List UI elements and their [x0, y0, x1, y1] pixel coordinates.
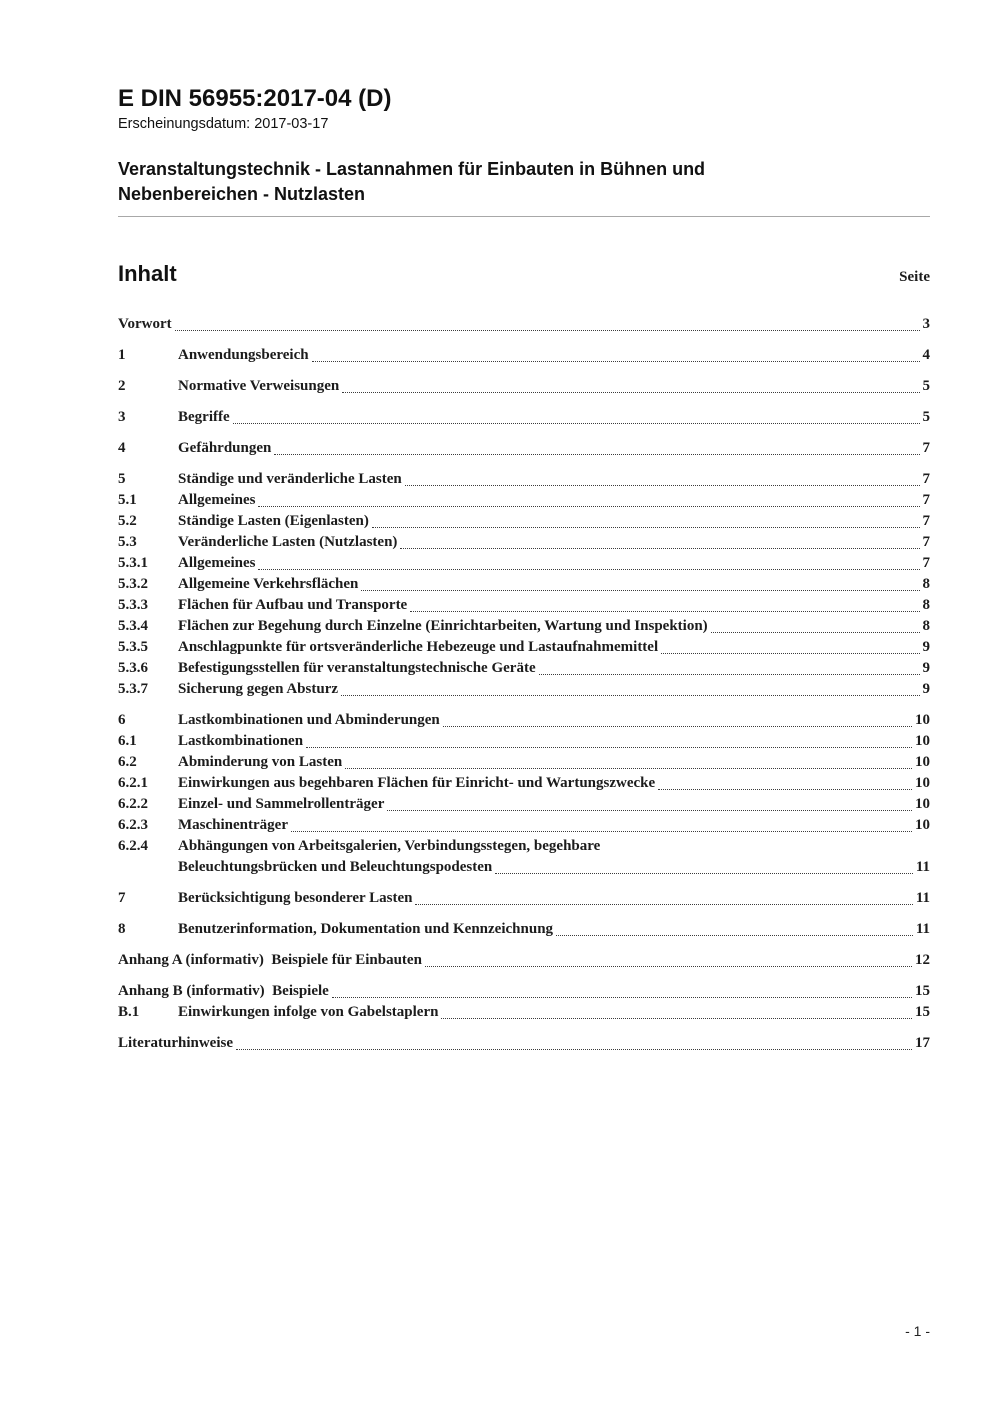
toc-leader-dots — [425, 966, 912, 967]
toc-leader-dots — [332, 997, 912, 998]
toc-entry-label: Flächen für Aufbau und Transporte — [178, 597, 408, 614]
toc-entry-number: 5.3.6 — [118, 660, 148, 677]
toc-entry-number: 5.3.1 — [118, 555, 148, 572]
toc-entry — [118, 490, 930, 511]
toc-entry-page: 3 — [922, 316, 930, 333]
toc-entry-number: 6.2.4 — [118, 838, 148, 855]
toc-entry-page: 7 — [922, 534, 930, 551]
toc-group — [118, 438, 930, 459]
toc-leader-dots — [556, 935, 913, 936]
toc-leader-dots — [258, 569, 919, 570]
toc-entry-number: 1 — [118, 347, 126, 364]
toc-entry-page: 5 — [922, 378, 930, 395]
toc-group — [118, 345, 930, 366]
page-column-label: Seite — [899, 269, 930, 286]
toc-entry — [118, 553, 930, 574]
toc-entry-number: 5.3.4 — [118, 618, 148, 635]
toc-entry-label: Einzel- und Sammelrollenträger — [178, 796, 385, 813]
release-date: Erscheinungsdatum: 2017-03-17 — [118, 116, 329, 133]
toc-entry — [118, 1002, 930, 1023]
toc-entry — [118, 532, 930, 553]
toc-leader-dots — [400, 548, 919, 549]
toc-entry-label: Ständige Lasten (Eigenlasten) — [178, 513, 369, 530]
toc-entry-page: 10 — [915, 754, 930, 771]
toc-leader-dots — [372, 527, 920, 528]
toc-entry-label: Anhang B (informativ) Beispiele — [118, 983, 329, 1000]
toc-entry-number: 6.2.2 — [118, 796, 148, 813]
toc-leader-dots — [291, 831, 912, 832]
toc-entry-number: 6 — [118, 712, 126, 729]
toc-entry-page: 8 — [922, 618, 930, 635]
toc-entry-number: 5.1 — [118, 492, 137, 509]
toc-leader-dots — [387, 810, 912, 811]
toc-leader-dots — [175, 330, 920, 331]
toc-entry — [118, 637, 930, 658]
toc-entry-label: Anschlagpunkte für ortsveränderliche Hebezeuge und Lastaufnahmemittel — [178, 639, 659, 656]
toc-leader-dots — [495, 873, 913, 874]
toc-entry-page: 10 — [915, 796, 930, 813]
toc-entry-page: 9 — [922, 681, 930, 698]
toc-entry — [118, 438, 930, 459]
toc-entry-label: Maschinenträger — [178, 817, 288, 834]
toc-entry-page: 15 — [915, 1004, 930, 1021]
toc-entry-label: Allgemeine Verkehrsflächen — [178, 576, 359, 593]
toc-group — [118, 1033, 930, 1054]
toc-entry — [118, 407, 930, 428]
toc-entry-page: 7 — [922, 492, 930, 509]
toc-entry-number: 2 — [118, 378, 126, 395]
toc-entry-page: 11 — [915, 921, 930, 938]
toc-entry-page: 10 — [915, 775, 930, 792]
toc-group — [118, 888, 930, 909]
toc-leader-dots — [410, 611, 919, 612]
toc-entry — [118, 710, 930, 731]
toc-entry-number: 5.3.2 — [118, 576, 148, 593]
toc-entry — [118, 469, 930, 490]
toc-entry-page: 7 — [922, 471, 930, 488]
toc-group — [118, 710, 930, 878]
toc-entry-number: B.1 — [118, 1004, 140, 1021]
toc-leader-dots — [711, 632, 920, 633]
toc-group — [118, 469, 930, 700]
toc-leader-dots — [258, 506, 919, 507]
toc-entry — [118, 815, 930, 836]
toc-entry-label: Befestigungsstellen für veranstaltungstechnische Geräte — [178, 660, 536, 677]
toc-entry-label: Vorwort — [118, 316, 172, 333]
page-number-footer: - 1 - — [905, 1323, 930, 1339]
toc-entry — [118, 376, 930, 397]
toc-leader-dots — [661, 653, 919, 654]
toc-entry-label: Beleuchtungsbrücken und Beleuchtungspodesten — [178, 859, 493, 876]
toc-entry — [118, 731, 930, 752]
toc-group — [118, 950, 930, 971]
toc-group — [118, 314, 930, 335]
toc-entry-label: Ständige und veränderliche Lasten — [178, 471, 402, 488]
toc-entry-number: 5.3.7 — [118, 681, 148, 698]
toc-heading: Inhalt — [118, 261, 177, 287]
toc-entry-page: 7 — [922, 555, 930, 572]
toc-entry-page: 8 — [922, 597, 930, 614]
toc-entry-page: 11 — [915, 890, 930, 907]
toc-entry-number: 7 — [118, 890, 126, 907]
toc-entry-label: Einwirkungen aus begehbaren Flächen für Einricht- und Wartungszwecke — [178, 775, 656, 792]
toc-leader-dots — [233, 423, 920, 424]
toc-entry-label: Einwirkungen infolge von Gabelstaplern — [178, 1004, 439, 1021]
toc-entry — [118, 658, 930, 679]
toc-entry-number: 6.2.1 — [118, 775, 148, 792]
doc-title — [118, 157, 930, 217]
doc-title-line-1: Veranstaltungstechnik - Lastannahmen für Einbauten in Bühnen und — [118, 159, 706, 180]
toc-entry-label: Anwendungsbereich — [178, 347, 309, 364]
toc-entry-page: 8 — [922, 576, 930, 593]
toc-entry-number: 6.2 — [118, 754, 137, 771]
toc-entry-label: Abminderung von Lasten — [178, 754, 343, 771]
toc-entry — [118, 752, 930, 773]
toc-group — [118, 981, 930, 1023]
toc-entry-label: Begriffe — [178, 409, 230, 426]
toc-entry-label: Allgemeines — [178, 492, 256, 509]
toc-entry — [118, 950, 930, 971]
toc-entry-page: 9 — [922, 639, 930, 656]
toc-entry — [118, 836, 930, 857]
toc-leader-dots — [361, 590, 919, 591]
toc-group — [118, 407, 930, 428]
toc-group — [118, 376, 930, 397]
toc-leader-dots — [441, 1018, 912, 1019]
toc-entry — [118, 981, 930, 1002]
toc-entry — [118, 794, 930, 815]
toc-entry-number: 8 — [118, 921, 126, 938]
toc-entry-page: 10 — [915, 712, 930, 729]
toc-entry-number: 6.1 — [118, 733, 137, 750]
toc-header — [118, 261, 930, 287]
toc-leader-dots — [443, 726, 912, 727]
toc-entry-page: 10 — [915, 817, 930, 834]
toc-entry-page: 12 — [915, 952, 930, 969]
toc-leader-dots — [312, 361, 920, 362]
toc-entry-label: Abhängungen von Arbeitsgalerien, Verbindungsstegen, begehbare — [178, 838, 601, 855]
toc-leader-dots — [274, 454, 919, 455]
toc-leader-dots — [405, 485, 920, 486]
toc-leader-dots — [306, 747, 912, 748]
toc-entry-page: 7 — [922, 440, 930, 457]
toc-entry-label: Berücksichtigung besonderer Lasten — [178, 890, 413, 907]
toc-entry — [118, 919, 930, 940]
toc-entry — [118, 679, 930, 700]
toc-entry-label: Allgemeines — [178, 555, 256, 572]
toc-entry-number: 5 — [118, 471, 126, 488]
toc-entry — [118, 1033, 930, 1054]
toc-entry-label: Lastkombinationen und Abminderungen — [178, 712, 440, 729]
toc-entry-number: 4 — [118, 440, 126, 457]
toc-entry-page: 15 — [915, 983, 930, 1000]
toc-entry-label: Benutzerinformation, Dokumentation und Kennzeichnung — [178, 921, 554, 938]
toc-entry-page: 11 — [915, 859, 930, 876]
toc-leader-dots — [658, 789, 912, 790]
toc-entry-page: 10 — [915, 733, 930, 750]
toc-entry-page: 4 — [922, 347, 930, 364]
toc-entry — [118, 345, 930, 366]
toc-entry — [118, 888, 930, 909]
toc-entry-label: Normative Verweisungen — [178, 378, 340, 395]
toc-entry-page: 7 — [922, 513, 930, 530]
toc-leader-dots — [236, 1049, 912, 1050]
toc-entry-page: 9 — [922, 660, 930, 677]
toc-entry-number: 5.3.5 — [118, 639, 148, 656]
toc-leader-dots — [341, 695, 919, 696]
toc-leader-dots — [342, 392, 919, 393]
toc-entry-number: 5.3 — [118, 534, 137, 551]
toc-entry — [118, 857, 930, 878]
toc-entry — [118, 511, 930, 532]
toc-entry-label: Veränderliche Lasten (Nutzlasten) — [178, 534, 398, 551]
table-of-contents — [118, 314, 930, 1054]
toc-entry-number: 3 — [118, 409, 126, 426]
doc-title-line-2: Nebenbereichen - Nutzlasten — [118, 184, 366, 205]
toc-entry — [118, 773, 930, 794]
toc-entry-label: Literaturhinweise — [118, 1035, 233, 1052]
toc-leader-dots — [345, 768, 912, 769]
toc-entry-number: 5.3.3 — [118, 597, 148, 614]
toc-entry — [118, 616, 930, 637]
toc-entry-label: Gefährdungen — [178, 440, 272, 457]
toc-entry — [118, 595, 930, 616]
toc-entry — [118, 314, 930, 335]
toc-entry-label: Anhang A (informativ) Beispiele für Einbauten — [118, 952, 422, 969]
toc-group — [118, 919, 930, 940]
toc-leader-dots — [539, 674, 920, 675]
toc-entry-label: Sicherung gegen Absturz — [178, 681, 339, 698]
toc-entry-page: 17 — [915, 1035, 930, 1052]
toc-entry-label: Flächen zur Begehung durch Einzelne (Einrichtarbeiten, Wartung und Inspektion) — [178, 618, 708, 635]
doc-number: E DIN 56955:2017-04 (D) — [118, 85, 392, 112]
toc-leader-dots — [415, 904, 912, 905]
toc-entry-page: 5 — [922, 409, 930, 426]
toc-entry-number: 5.2 — [118, 513, 137, 530]
toc-entry — [118, 574, 930, 595]
toc-entry-label: Lastkombinationen — [178, 733, 304, 750]
toc-entry-number: 6.2.3 — [118, 817, 148, 834]
